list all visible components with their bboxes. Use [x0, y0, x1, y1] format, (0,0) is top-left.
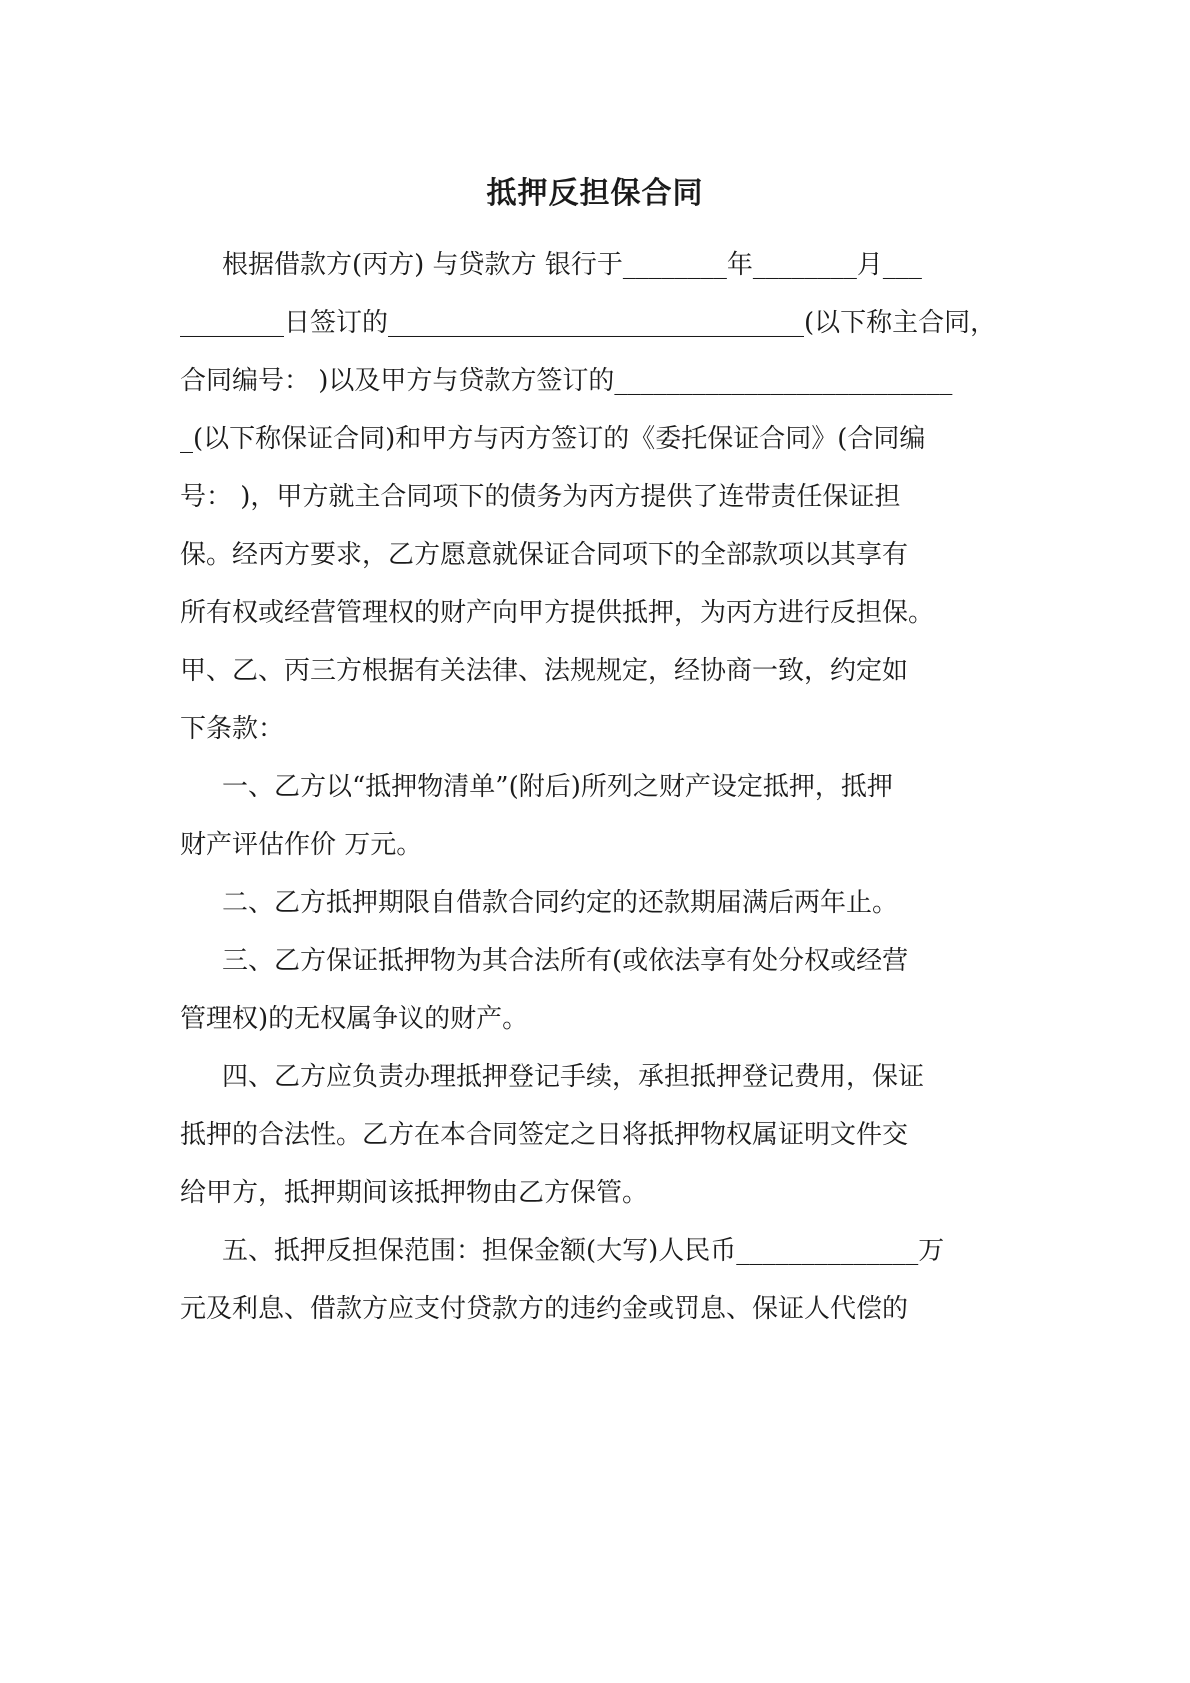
body-line: 下条款：	[180, 714, 285, 744]
body-line: 根据借款方(丙方) 与贷款方 银行于________年________月___	[222, 250, 922, 280]
body-line: _(以下称保证合同)和甲方与丙方签订的《委托保证合同》(合同编	[180, 424, 926, 454]
clause-4-line: 抵押的合法性。乙方在本合同签定之日将抵押物权属证明文件交	[180, 1120, 909, 1150]
clause-2-line: 二、乙方抵押期限自借款合同约定的还款期届满后两年止。	[222, 888, 899, 918]
document-title: 抵押反担保合同	[486, 176, 704, 211]
body-line: ________日签订的________________________________(以下称主合同，	[180, 308, 997, 338]
clause-3-line: 三、乙方保证抵押物为其合法所有(或依法享有处分权或经营	[222, 946, 909, 976]
clause-4-line: 给甲方，抵押期间该抵押物由乙方保管。	[180, 1178, 649, 1208]
body-line: 号： )，甲方就主合同项下的债务为丙方提供了连带责任保证担	[180, 482, 901, 512]
clause-4-line: 四、乙方应负责办理抵押登记手续，承担抵押登记费用，保证	[222, 1062, 925, 1092]
clause-5-line: 元及利息、借款方应支付贷款方的违约金或罚息、保证人代偿的	[180, 1294, 909, 1324]
clause-1-line: 一、乙方以“抵押物清单”(附后)所列之财产设定抵押，抵押	[222, 772, 893, 802]
clause-3-line: 管理权)的无权属争议的财产。	[180, 1004, 529, 1034]
body-line: 保。经丙方要求，乙方愿意就保证合同项下的全部款项以其享有	[180, 540, 909, 570]
body-line: 所有权或经营管理权的财产向甲方提供抵押，为丙方进行反担保。	[180, 598, 935, 628]
body-line: 合同编号： )以及甲方与贷款方签订的__________________________	[180, 366, 953, 396]
clause-5-line: 五、抵押反担保范围：担保金额(大写)人民币______________万	[222, 1236, 945, 1266]
clause-1-line: 财产评估作价 万元。	[180, 830, 423, 860]
body-line: 甲、乙、丙三方根据有关法律、法规规定，经协商一致，约定如	[180, 656, 909, 686]
